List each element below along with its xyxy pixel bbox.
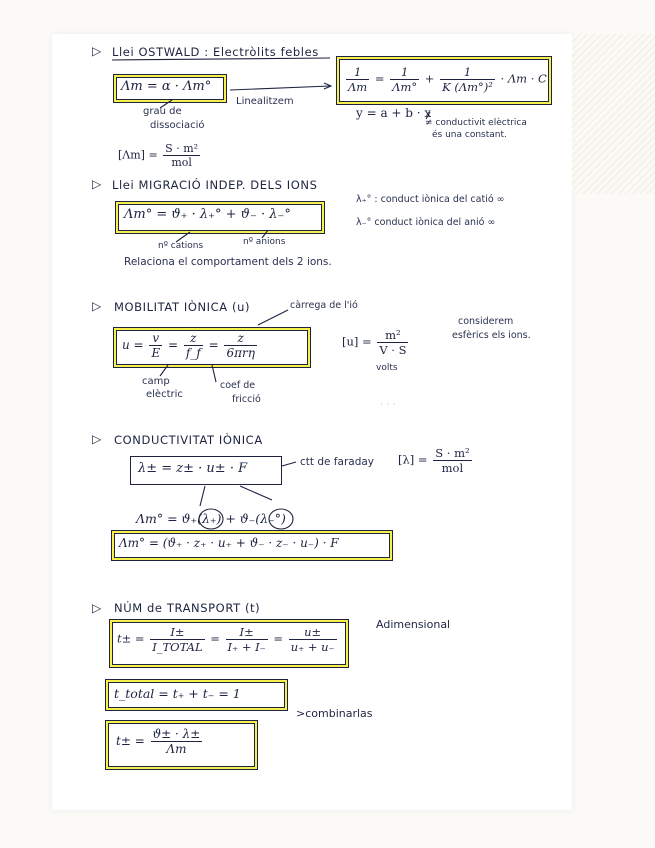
u-v: v bbox=[149, 331, 162, 346]
tlast-den: Λm bbox=[166, 742, 187, 756]
electric-note: elèctric bbox=[146, 389, 183, 400]
y-line: y = a + b · x bbox=[356, 106, 432, 120]
lambda-minus-note: λ₋° conduct iònica del anió ∞ bbox=[356, 217, 496, 228]
lin-lam0: Λm° bbox=[392, 80, 418, 94]
u-lhs: u = bbox=[122, 338, 144, 352]
anions-note: nº anions bbox=[243, 237, 286, 247]
lin-one-a: 1 bbox=[346, 65, 369, 80]
t-I-a: I± bbox=[150, 625, 204, 640]
ostwald-units-den: mol bbox=[171, 156, 192, 169]
camp-note: camp bbox=[142, 376, 170, 387]
cond-units-num: S · m² bbox=[435, 446, 470, 460]
lin-k: K (Λm°)² bbox=[442, 80, 493, 94]
friccio-note: fricció bbox=[232, 394, 261, 405]
ostwald-title: Llei OSTWALD : Electròlits febles bbox=[112, 45, 319, 59]
transport-title: NÚM de TRANSPORT (t) bbox=[114, 601, 261, 615]
t-Itotal: I_TOTAL bbox=[152, 640, 203, 654]
adimensional-note: Adimensional bbox=[376, 618, 451, 631]
u-z-b: z bbox=[224, 331, 256, 346]
ostwald-formula: Λm = α · Λm° bbox=[121, 79, 212, 94]
transport-formula: t± = $\frac{I\pm}{\text{I\_TOTAL}}$ = $\frac{I\pm}{I_+ + I_-}$ = $\frac{u\pm}{u_+ + u_-}$ bbox=[117, 625, 335, 654]
lin-one-c: 1 bbox=[440, 65, 495, 80]
ostwald-units-num: S · m² bbox=[165, 142, 199, 155]
ostwald-units-lhs: [Λm] = bbox=[118, 148, 158, 162]
bullet-icon: ▷ bbox=[92, 44, 102, 58]
u-ff: f_f bbox=[185, 346, 201, 360]
bullet-icon: ▷ bbox=[92, 432, 102, 446]
migracio-formula: Λm° = ϑ₊ · λ₊° + ϑ₋ · λ₋° bbox=[124, 207, 291, 222]
carrega-note: càrrega de l'ió bbox=[290, 300, 358, 311]
coef-note: coef de bbox=[220, 380, 256, 391]
lin-plus: + bbox=[424, 71, 435, 86]
u-6pi: 6πrη bbox=[226, 346, 255, 360]
conductivitat-formula3: Λm° = (ϑ₊ · z₊ · u₊ + ϑ₋ · z₋ · u₋) · F bbox=[119, 536, 339, 550]
lambda-plus-note: λ₊° : conduct iònica del catió ∞ bbox=[356, 194, 505, 205]
t-lhs: t± = bbox=[117, 631, 145, 646]
conductivitat-formula2: Λm° = ϑ₊(λ₊) + ϑ₋(λ₋°) bbox=[136, 511, 286, 526]
u-E: E bbox=[151, 346, 161, 360]
faraday-note: ctt de faraday bbox=[300, 456, 375, 468]
cond-units-den: mol bbox=[441, 461, 464, 475]
t-I-b: I± bbox=[226, 625, 268, 640]
bullet-icon: ▷ bbox=[92, 299, 102, 313]
considerem-note: considerem bbox=[458, 316, 514, 327]
conductivitat-note: ≠ conductivit elèctrica bbox=[425, 118, 527, 128]
mob-units-den: V · S bbox=[379, 343, 407, 357]
t-u: u± bbox=[289, 625, 337, 640]
t-Ip: I₊ + I₋ bbox=[227, 640, 266, 654]
conductivitat-title: CONDUCTIVITAT IÒNICA bbox=[114, 433, 263, 447]
ttotal-formula: t_total = t₊ + t₋ = 1 bbox=[114, 686, 241, 701]
lin-one-b: 1 bbox=[390, 65, 419, 80]
t-up: u₊ + u₋ bbox=[290, 640, 335, 654]
mobilitat-title: MOBILITAT IÒNICA (u) bbox=[114, 300, 251, 314]
volts-note: volts bbox=[376, 363, 398, 373]
u-z-a: z bbox=[184, 331, 203, 346]
mob-units-num: m² bbox=[377, 328, 408, 343]
mobilitat-formula: u = $\frac{v}{E}$ = $\frac{z}{f\_f}$ = $\frac{z}{\text{6πrη}}$ bbox=[122, 331, 255, 360]
grau-note: grau de bbox=[143, 106, 182, 117]
tlast-num: ϑ± · λ± bbox=[152, 727, 201, 741]
dissociacio-note: dissociació bbox=[150, 120, 205, 131]
esferics-note: esfèrics els ions. bbox=[452, 330, 531, 341]
relaciona-note: Relaciona el comportament dels 2 ions. bbox=[124, 256, 332, 268]
linealitzem-note: Linealitzem bbox=[236, 96, 294, 107]
lin-tail: · Λm · C bbox=[500, 71, 547, 86]
tlast-lhs: t± = bbox=[116, 734, 145, 748]
bullet-icon: ▷ bbox=[92, 601, 102, 615]
cations-note: nº cations bbox=[158, 241, 204, 251]
bullet-icon: ▷ bbox=[92, 177, 102, 191]
combinarlas-note: >combinarlas bbox=[296, 707, 373, 720]
conductivitat-formula: λ± = z± · u± · F bbox=[138, 461, 248, 476]
cond-units-lhs: [λ] = bbox=[398, 452, 428, 467]
lin-lam: Λm bbox=[348, 80, 368, 94]
linear-formula: $\frac{1}{\Lambda m}$ = $\frac{1}{\Lambda m^\circ}$ + $\frac{1}{\text{K (Λm°)²}}$ · Λm · C bbox=[348, 65, 547, 94]
mob-units-lhs: [u] = bbox=[342, 334, 372, 349]
constant-note: és una constant. bbox=[432, 130, 507, 140]
bleed-through-text: · · · bbox=[380, 400, 396, 411]
migracio-title: Llei MIGRACIÓ INDEP. DELS IONS bbox=[112, 178, 318, 192]
